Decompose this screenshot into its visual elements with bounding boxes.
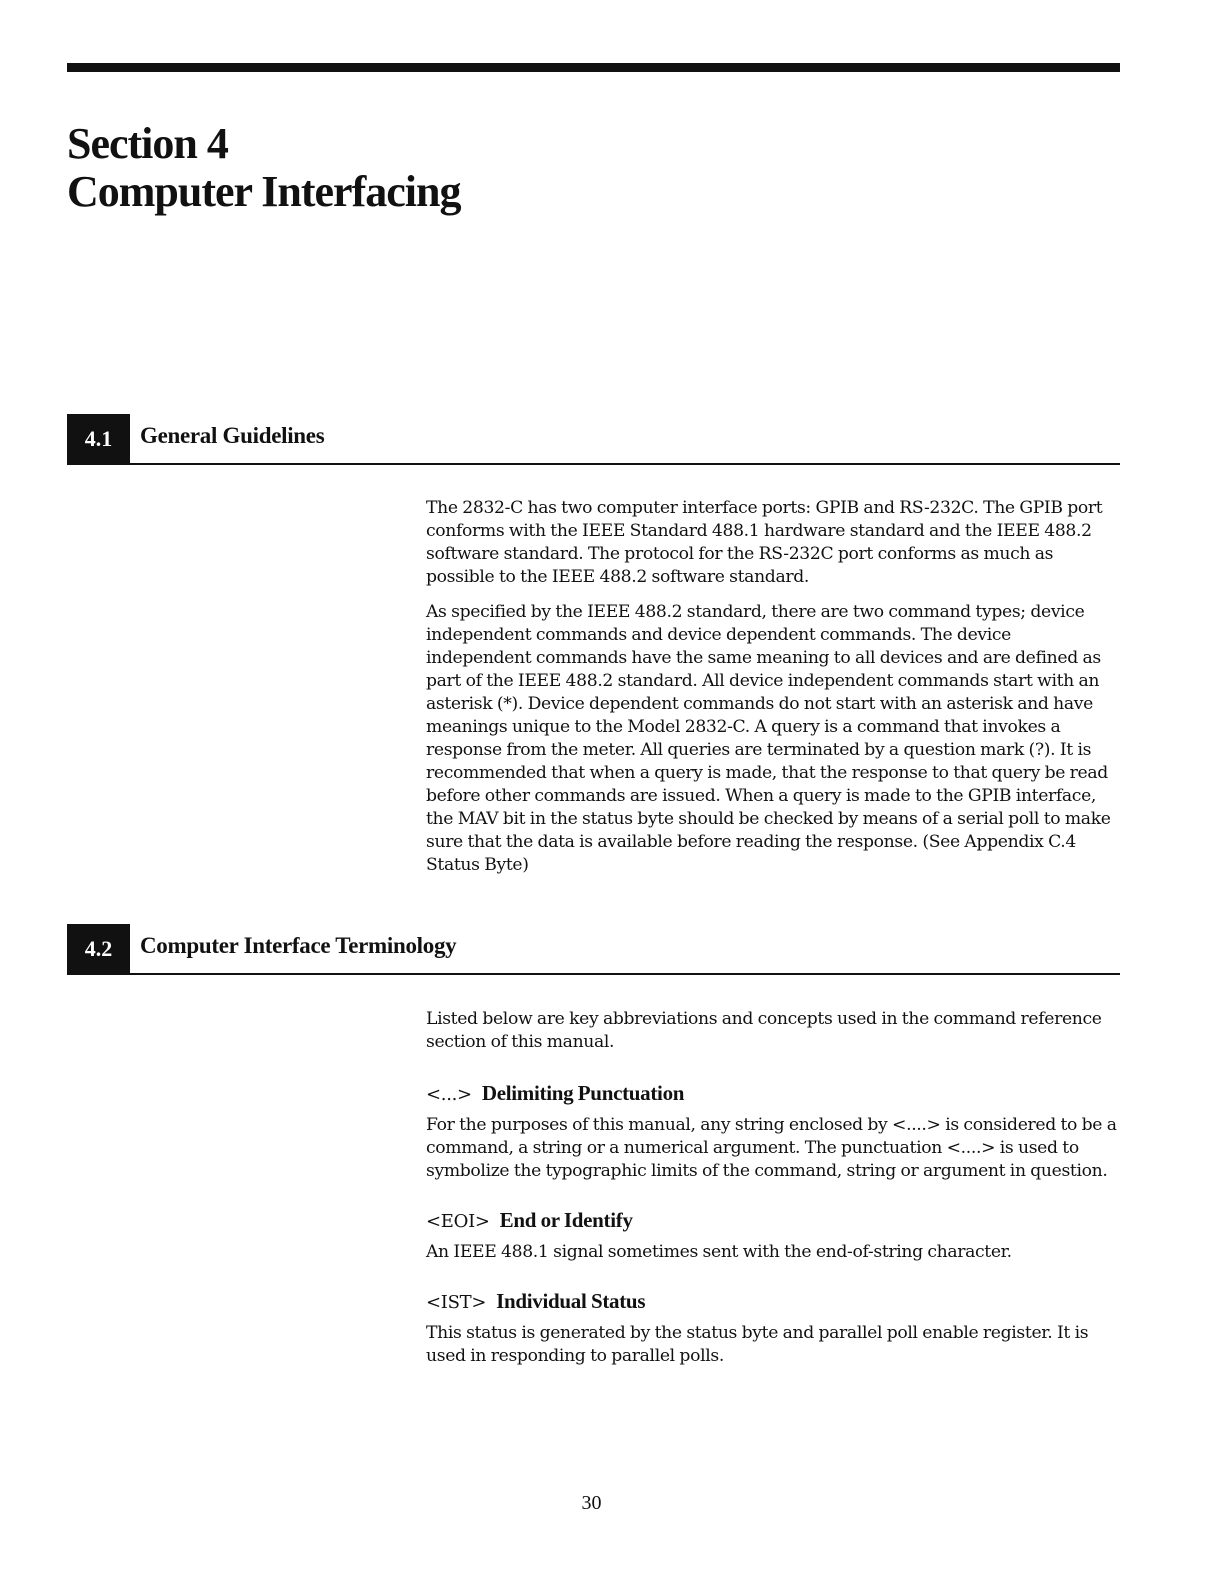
term-name: End or Identify <box>499 1208 633 1232</box>
section-4-2-title: Computer Interface Terminology <box>140 933 457 958</box>
section-number-line: Section 4 <box>67 119 228 168</box>
page-number: 30 <box>581 1492 602 1514</box>
term-definition: This status is generated by the status byte and parallel poll enable register. It is used in responding to parallel polls. <box>426 1323 1089 1366</box>
section-4-1-header <box>67 414 1120 465</box>
paragraph: The 2832-C has two computer interface ports: GPIB and RS-232C. The GPIB port conforms with the IEEE Standard 488.1 hardware standard and the IEEE 488.2 software standard. The protocol for the RS-232C port conforms as much as possible to the IEEE 488.2 software standard. <box>426 498 1103 587</box>
term-heading-ist <box>426 1290 1120 1314</box>
section-title-line: Computer Interfacing <box>67 167 461 216</box>
term-definition: For the purposes of this manual, any string enclosed by <....> is considered to be a command, a string or a numerical argument. The punctuation <....> is used to symbolize the typographic limits of the command, string or argument in question. <box>426 1115 1117 1181</box>
term-definition: An IEEE 488.1 signal sometimes sent with the end-of-string character. <box>426 1242 1012 1262</box>
section-4-2-body <box>426 1008 1120 1380</box>
term-abbr: <EOI> <box>426 1211 490 1232</box>
intro-paragraph: Listed below are key abbreviations and concepts used in the command reference section of this manual. <box>426 1009 1102 1052</box>
term-abbr: <...> <box>426 1084 472 1105</box>
term-abbr: <IST> <box>426 1292 487 1313</box>
term-name: Individual Status <box>496 1289 646 1313</box>
term-heading-eoi <box>426 1209 1120 1233</box>
section-4-1-body <box>426 497 1120 889</box>
term-heading-delimiting <box>426 1082 1120 1106</box>
term-name: Delimiting Punctuation <box>481 1081 685 1105</box>
top-rule <box>67 63 1120 72</box>
section-4-1-number: 4.1 <box>67 414 130 463</box>
section-4-2-header <box>67 924 1120 975</box>
paragraph: As specified by the IEEE 488.2 standard, there are two command types; device independent commands and device dependent commands. The device independent commands have the same meaning to all devices and are defined as part of the IEEE 488.2 standard. All device independent commands start with an asterisk (*). Device dependent commands do not start with an asterisk and have meanings unique to the Model 2832-C. A query is a command that invokes a response from the meter. All queries are terminated by a question mark (?). It is recommended that when a query is made, that the response to that query be read before other commands are issued. When a query is made to the GPIB interface, the MAV bit in the status byte should be checked by means of a serial poll to make sure that the data is available before reading the response. (See Appendix C.4 Status Byte) <box>426 602 1111 875</box>
section-title <box>67 120 460 216</box>
section-4-1-title: General Guidelines <box>140 423 325 448</box>
section-4-2-number: 4.2 <box>67 924 130 973</box>
